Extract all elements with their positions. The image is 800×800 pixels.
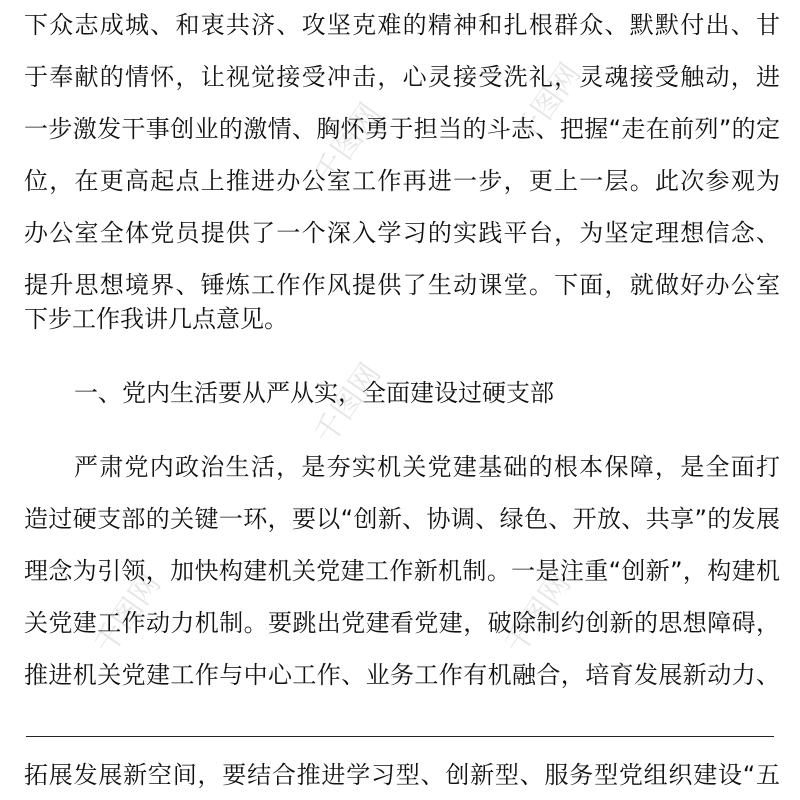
- watermark-text: 千图网: [307, 357, 389, 451]
- paragraph-line: 严肃党内政治生活，是夯实机关党建基础的根本保障，是全面打: [74, 453, 780, 481]
- paragraph-line: 提升思想境界、锤炼工作作风提供了生动课堂。下面，就做好办公室: [24, 271, 780, 299]
- paragraph-line: 一步激发干事创业的激情、胸怀勇于担当的斗志、把握“走在前列”的定: [24, 115, 780, 143]
- paragraph-line: 推进机关党建工作与中心工作、业务工作有机融合，培育发展新动力、: [24, 661, 780, 689]
- paragraph-line: 拓展发展新空间，要结合推进学习型、创新型、服务型党组织建设“五: [24, 761, 780, 789]
- watermark-text: 千图网: [497, 567, 579, 661]
- page-divider: [26, 736, 774, 737]
- paragraph-line: 于奉献的情怀，让视觉接受冲击，心灵接受洗礼，灵魂接受触动，进: [24, 63, 780, 91]
- paragraph-line: 位，在更高起点上推进办公室工作再进一步，更上一层。此次参观为: [24, 167, 780, 195]
- watermark-text: 千图网: [307, 97, 389, 191]
- paragraph-line: 下步工作我讲几点意见。: [24, 305, 288, 333]
- paragraph-line: 关党建工作动力机制。要跳出党建看党建，破除制约创新的思想障碍，: [24, 609, 780, 637]
- section-heading: 一、党内生活要从严从实，全面建设过硬支部: [74, 379, 554, 407]
- watermark-text: 千图网: [87, 567, 169, 661]
- watermark-text: 千图网: [507, 57, 589, 151]
- paragraph-line: 造过硬支部的关键一环，要以“创新、协调、绿色、开放、共享”的发展: [24, 505, 780, 533]
- paragraph-line: 理念为引领，加快构建机关党建工作新机制。一是注重“创新”，构建机: [24, 557, 780, 585]
- paragraph-line: 办公室全体党员提供了一个深入学习的实践平台，为坚定理想信念、: [24, 219, 780, 247]
- paragraph-line: 下众志成城、和衷共济、攻坚克难的精神和扎根群众、默默付出、甘: [24, 11, 780, 39]
